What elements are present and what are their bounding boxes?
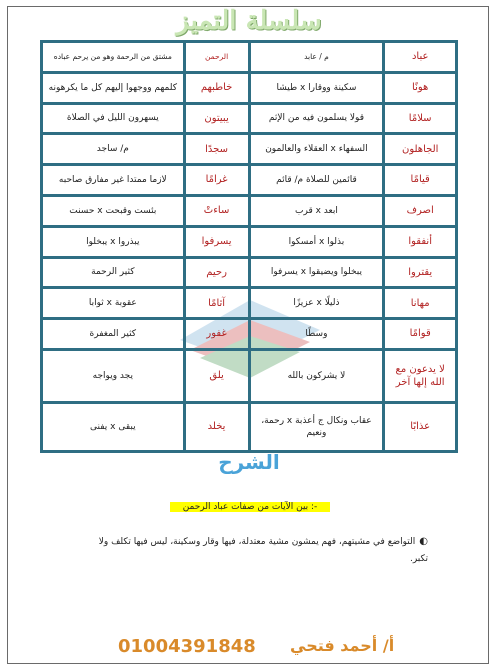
phone-number: 01004391848 [118, 636, 256, 657]
series-title: سلسلة التميز [176, 6, 322, 36]
table-row [42, 103, 457, 134]
vocab-meaning: م / عابد [249, 42, 384, 73]
answer-text: التواضع في مشيتهم، فهم يمشون مشية معتدلة، فيها وقار وسكينة، ليس فيها تكلف ولا تكبر. [98, 537, 428, 565]
vocab-meaning: يبخلوا ويضيقوا x يسرفوا [249, 257, 384, 288]
vocab-word: الجاهلون [384, 134, 457, 165]
vocab-word: غفور [184, 319, 249, 350]
answer-paragraph [80, 532, 428, 568]
table-row [42, 195, 457, 226]
vocab-meaning: السفهاء x العقلاء والعالمون [249, 134, 384, 165]
vocab-word: آثامًا [184, 288, 249, 319]
vocab-meaning: قائمين للصلاة م/ قائم [249, 165, 384, 196]
vocab-meaning: يجد ويواجه [42, 349, 185, 402]
bullet-icon: ◐ [419, 536, 428, 547]
explanation-title: الشرح [218, 450, 280, 474]
vocab-meaning: قولا يسلمون فيه من الإثم [249, 103, 384, 134]
vocab-word: الرحمن [184, 42, 249, 73]
teacher-name: أ/ أحمد فتحي [290, 636, 395, 655]
table-row [42, 403, 457, 452]
table-row [42, 42, 457, 73]
vocab-meaning: وسطًا [249, 319, 384, 350]
vocab-meaning: عقوبة x ثوابا [42, 288, 185, 319]
vocab-word: قيامًا [384, 165, 457, 196]
table-row [42, 257, 457, 288]
vocab-word: يقتروا [384, 257, 457, 288]
vocab-word: عذابًا [384, 403, 457, 452]
vocab-meaning: مشتق من الرحمة وهو من يرحم عباده [42, 42, 185, 73]
vocab-word: عباد [384, 42, 457, 73]
vocab-word: أنفقوا [384, 226, 457, 257]
table-row [42, 134, 457, 165]
vocab-meaning: لا يشركون بالله [249, 349, 384, 402]
vocab-meaning: كلمهم ووجهوا إليهم كل ما يكرهونه [42, 72, 185, 103]
vocab-word: ساءتْ [184, 195, 249, 226]
vocab-word: يخلد [184, 403, 249, 452]
vocab-word: غرامًا [184, 165, 249, 196]
vocab-meaning: كثير الرحمة [42, 257, 185, 288]
vocab-meaning: يسهرون الليل في الصلاة [42, 103, 185, 134]
vocab-word: مهانا [384, 288, 457, 319]
vocab-meaning: سكينة ووقارا x طيشا [249, 72, 384, 103]
vocab-meaning: بئست وقبحت x حسنت [42, 195, 185, 226]
vocab-meaning: ذليلًا x عزيزًا [249, 288, 384, 319]
vocab-word: خاطبهم [184, 72, 249, 103]
table-row [42, 226, 457, 257]
vocab-meaning: يبقى x يفنى [42, 403, 185, 452]
vocab-meaning: بذلوا x أمسكوا [249, 226, 384, 257]
vocab-word: يلق [184, 349, 249, 402]
vocab-word: رحيم [184, 257, 249, 288]
vocab-word: يسرفوا [184, 226, 249, 257]
vocab-meaning: لازما ممتدا غير مفارق صاحبه [42, 165, 185, 196]
vocab-meaning: عقاب ونكال ج أعذبة x رحمة، ونعيم [249, 403, 384, 452]
vocab-word: يبيتون [184, 103, 249, 134]
vocab-meaning: ابعد x قرب [249, 195, 384, 226]
table-row [42, 165, 457, 196]
vocab-word: قوامًا [384, 319, 457, 350]
vocab-word: لا يدعون مع الله إلها آخر [384, 349, 457, 402]
vocab-meaning: كثير المغفرة [42, 319, 185, 350]
vocab-meaning: م/ ساجد [42, 134, 185, 165]
table-row [42, 288, 457, 319]
question-text: -: بين الآيات من صفات عباد الرحمن [170, 502, 330, 512]
table-row [42, 72, 457, 103]
vocab-meaning: يبذروا x يبخلوا [42, 226, 185, 257]
vocab-word: سجدًا [184, 134, 249, 165]
table-row [42, 319, 457, 350]
vocab-word: اصرف [384, 195, 457, 226]
vocabulary-table [40, 40, 458, 453]
table-row [42, 349, 457, 402]
vocab-word: هونًا [384, 72, 457, 103]
vocab-word: سلامًا [384, 103, 457, 134]
